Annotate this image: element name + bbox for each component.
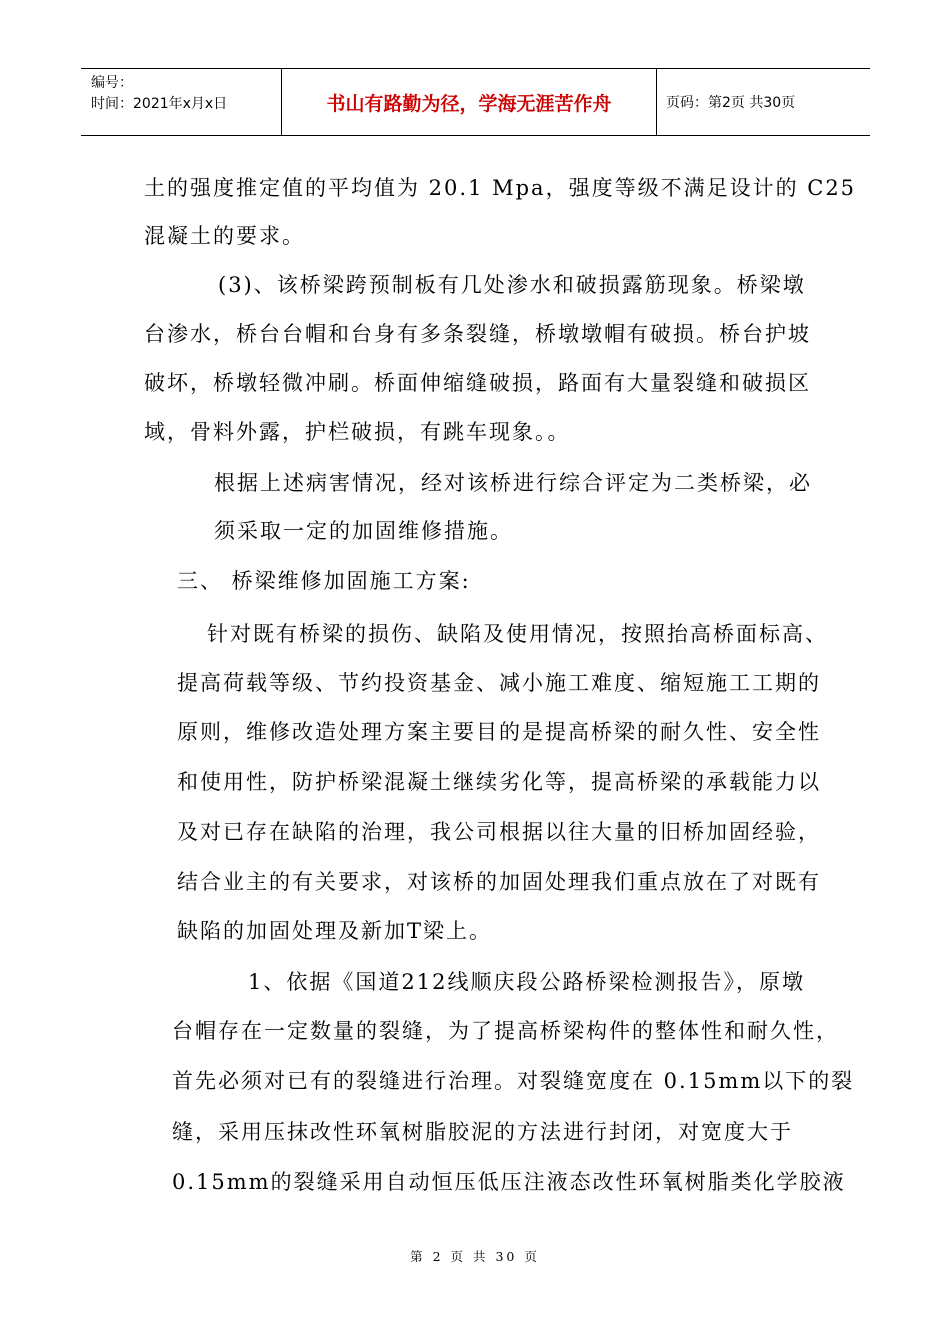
document-date: 时间：2021年x月x日 <box>91 96 228 112</box>
body-line: 须采取一定的加固维修措施。 <box>214 519 513 543</box>
header-motto: 书山有路勤为径，学海无涯苦作舟 <box>282 69 657 135</box>
section-heading: 三、 桥梁维修加固施工方案: <box>177 569 471 593</box>
body-line: 域，骨料外露，护栏破损，有跳车现象。。 <box>144 420 571 444</box>
page-footer: 第 2 页 共 30 页 <box>410 1249 540 1264</box>
body-line: 原则，维修改造处理方案主要目的是提高桥梁的耐久性、安全性 <box>177 720 821 744</box>
header-page-info: 页码：第2页 共30页 <box>666 95 796 111</box>
document-number-label: 编号： <box>91 75 133 91</box>
body-line: 土的强度推定值的平均值为 20.1 Mpa，强度等级不满足设计的 C25 <box>144 176 857 200</box>
body-line: 结合业主的有关要求，对该桥的加固处理我们重点放在了对既有 <box>177 870 821 894</box>
header-meta <box>81 69 282 135</box>
body-line: 台帽存在一定数量的裂缝，为了提高桥梁构件的整体性和耐久性， <box>172 1019 839 1043</box>
body-line: 破坏，桥墩轻微冲刷。桥面伸缩缝破损，路面有大量裂缝和破损区 <box>144 371 811 395</box>
body-line: 混凝土的要求。 <box>144 224 305 248</box>
body-line: 首先必须对已有的裂缝进行治理。对裂缝宽度在 0.15mm以下的裂 <box>172 1069 855 1093</box>
body-line: (3)、该桥梁跨预制板有几处渗水和破损露筋现象。桥梁墩 <box>218 273 806 297</box>
body-line: 和使用性，防护桥梁混凝土继续劣化等，提高桥梁的承载能力以 <box>177 770 821 794</box>
body-line: 台渗水，桥台台帽和台身有多条裂缝，桥墩墩帽有破损。桥台护坡 <box>144 322 811 346</box>
body-line: 缺陷的加固处理及新加T梁上。 <box>177 919 493 943</box>
body-line: 缝，采用压抹改性环氧树脂胶泥的方法进行封闭，对宽度大于 <box>172 1120 793 1144</box>
body-line: 0.15mm的裂缝采用自动恒压低压注液态改性环氧树脂类化学胶液 <box>172 1170 846 1194</box>
body-line: 针对既有桥梁的损伤、缺陷及使用情况，按照抬高桥面标高、 <box>207 622 828 646</box>
body-line: 根据上述病害情况，经对该桥进行综合评定为二类桥梁，必 <box>214 471 812 495</box>
body-line: 1、依据《国道212线顺庆段公路桥梁检测报告》，原墩 <box>248 970 805 994</box>
body-line: 及对已存在缺陷的治理，我公司根据以往大量的旧桥加固经验， <box>177 820 821 844</box>
body-line: 提高荷载等级、节约投资基金、减小施工难度、缩短施工工期的 <box>177 671 821 695</box>
document-header <box>81 68 870 136</box>
